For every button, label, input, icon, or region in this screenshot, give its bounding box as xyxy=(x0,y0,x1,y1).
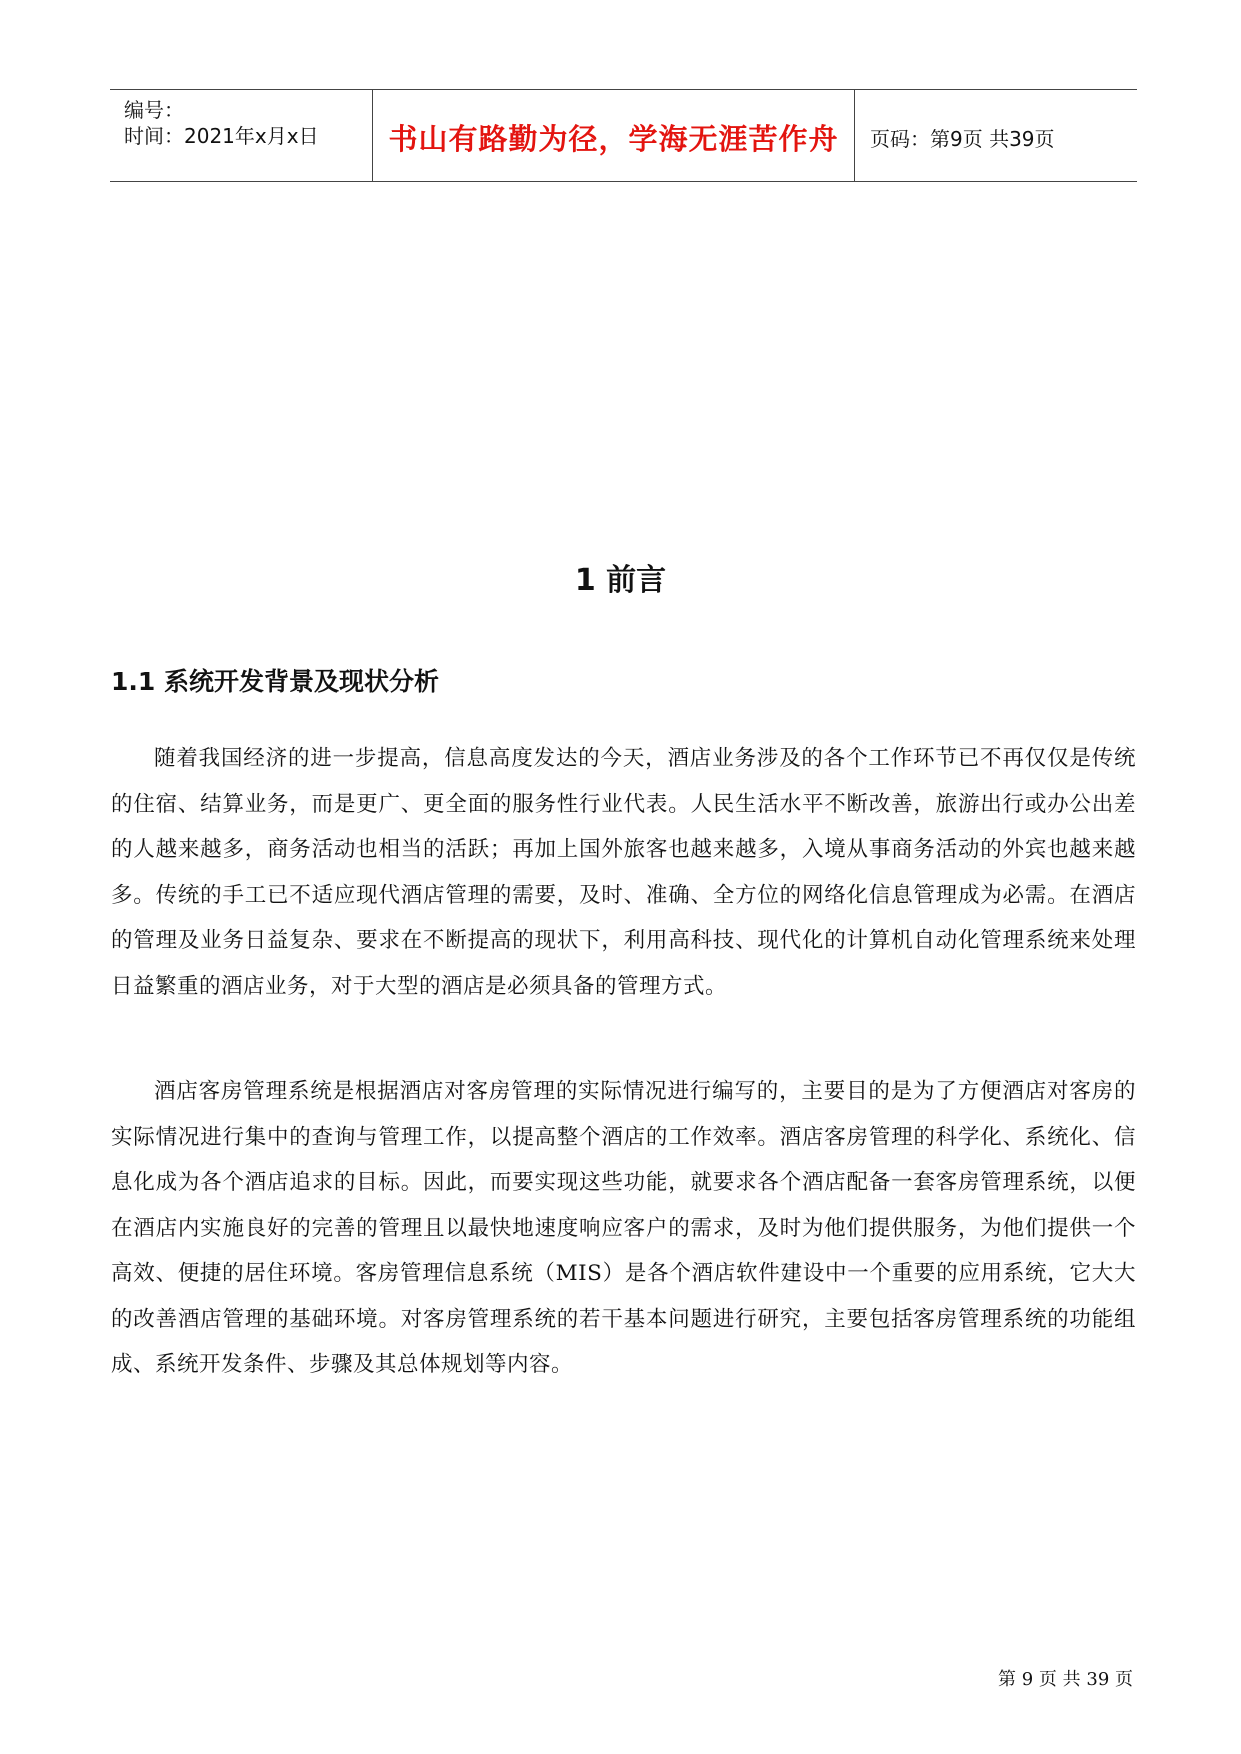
footer-page-number: 第 9 页 共 39 页 xyxy=(998,1669,1133,1690)
date-label: 时间：2021年x月x日 xyxy=(124,124,319,148)
header-page-cell xyxy=(856,90,1137,181)
paragraph-1: 随着我国经济的进一步提高，信息高度发达的今天，酒店业务涉及的各个工作环节已不再仅仅是传统的住宿、结算业务，而是更广、更全面的服务性行业代表。人民生活水平不断改善，旅游出行或办公出差的人越来越多，商务活动也相当的活跃；再加上国外旅客也越来越多，入境从事商务活动的外宾也越来越多。传统的手工已不适应现代酒店管理的需要，及时、准确、全方位的网络化信息管理成为必需。在酒店的管理及业务日益复杂、要求在不断提高的现状下，利用高科技、现代化的计算机自动化管理系统来处理日益繁重的酒店业务，对于大型的酒店是必须具备的管理方式。 xyxy=(111,746,1136,999)
number-label: 编号： xyxy=(124,98,184,122)
page-header xyxy=(110,89,1137,182)
header-page-code: 页码：第9页 共39页 xyxy=(870,127,1055,151)
section-title: 1.1 系统开发背景及现状分析 xyxy=(111,667,439,696)
header-meta-cell xyxy=(110,90,373,181)
paragraph-2: 酒店客房管理系统是根据酒店对客房管理的实际情况进行编写的，主要目的是为了方便酒店对客房的实际情况进行集中的查询与管理工作，以提高整个酒店的工作效率。酒店客房管理的科学化、系统化、信息化成为各个酒店追求的目标。因此，而要实现这些功能，就要求各个酒店配备一套客房管理系统，以便在酒店内实施良好的完善的管理且以最快地速度响应客户的需求，及时为他们提供服务，为他们提供一个高效、便捷的居住环境。客房管理信息系统（MIS）是各个酒店软件建设中一个重要的应用系统，它大大的改善酒店管理的基础环境。对客房管理系统的若干基本问题进行研究，主要包括客房管理系统的功能组成、系统开发条件、步骤及其总体规划等内容。 xyxy=(111,1079,1136,1377)
chapter-title: 1 前言 xyxy=(574,563,667,598)
header-motto-cell xyxy=(373,90,855,181)
motto-text: 书山有路勤为径，学海无涯苦作舟 xyxy=(388,122,839,156)
